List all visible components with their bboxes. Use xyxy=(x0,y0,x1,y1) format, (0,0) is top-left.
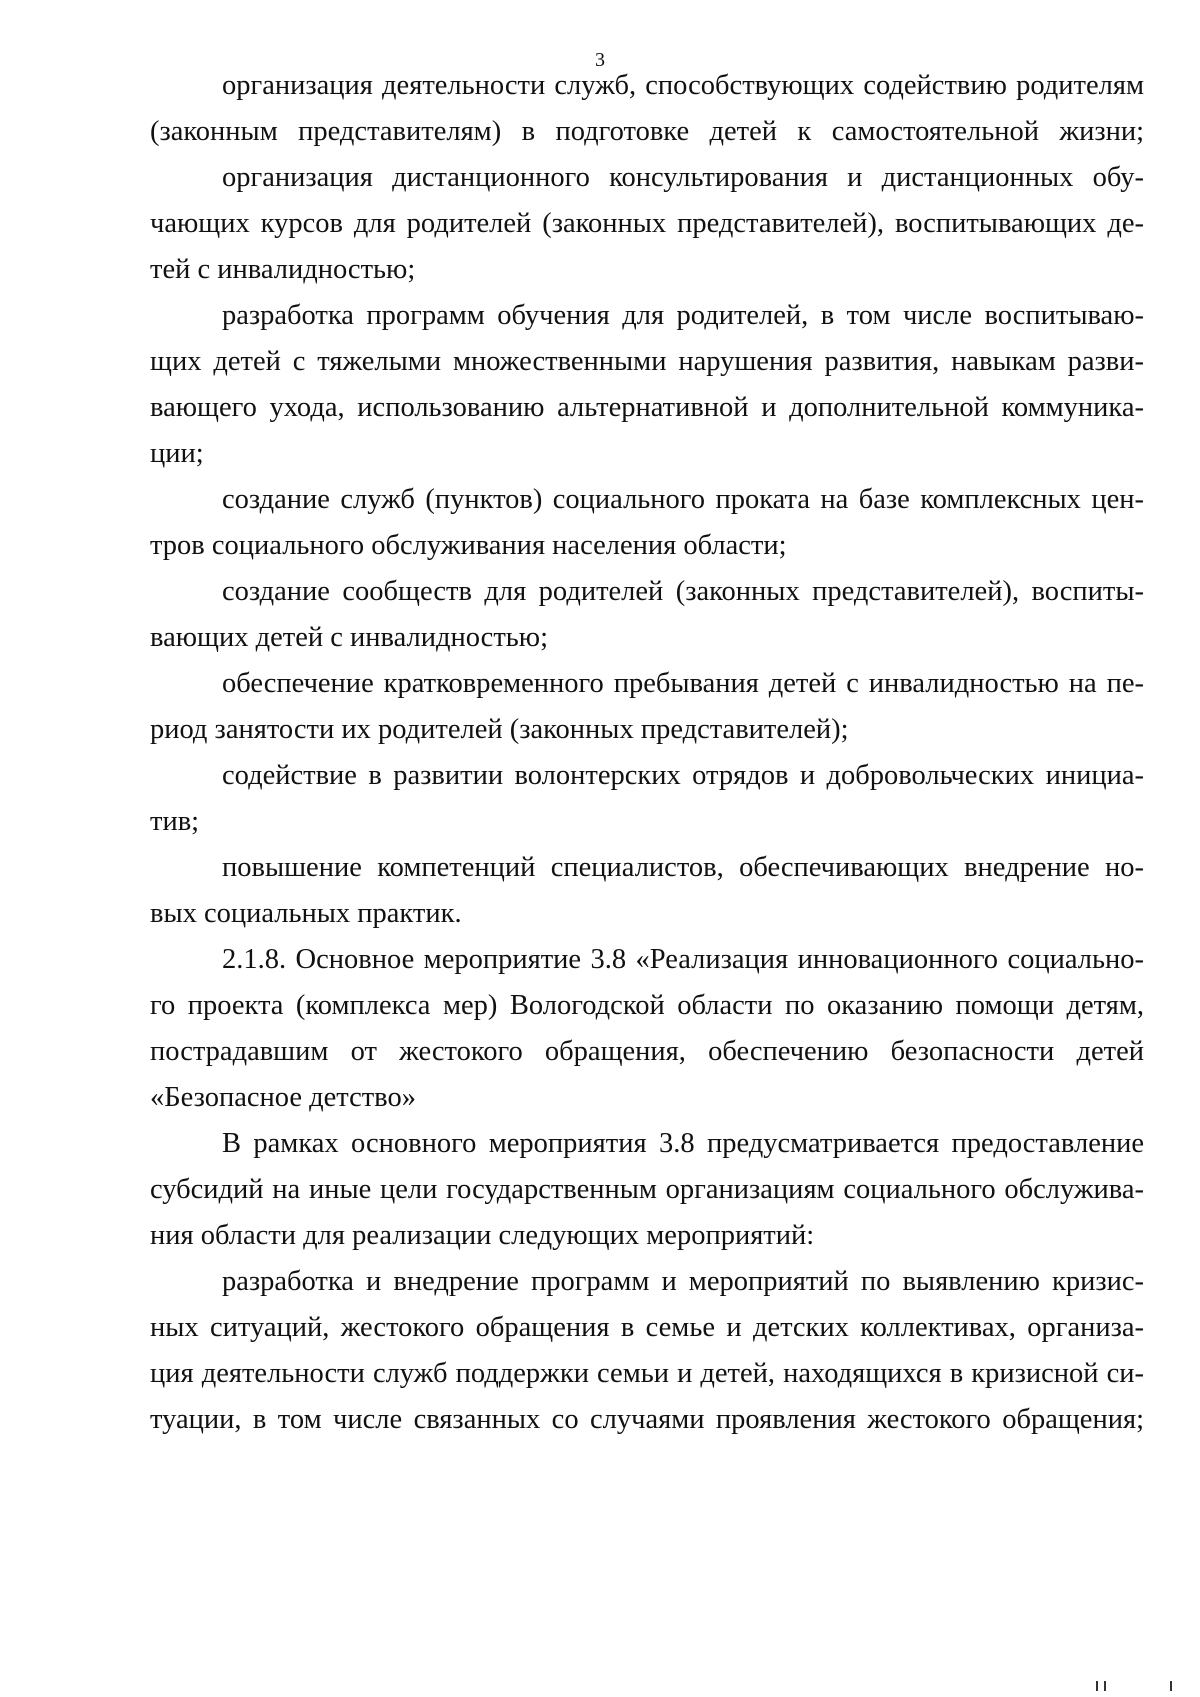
text-line: субсидий на иные цели государственным организациям социального обслужива- xyxy=(150,1174,1144,1205)
text-line: тей с инвалидностью; xyxy=(150,254,416,285)
text-line: организация деятельности служб, способствующих содействию родителям xyxy=(222,70,1144,101)
text-line: вающего ухода, использованию альтернативной и дополнительной коммуника- xyxy=(150,392,1144,423)
text-line: В рамках основного мероприятия 3.8 предусматривается предоставление xyxy=(222,1128,1144,1159)
scan-artifact-mark xyxy=(1170,1681,1172,1691)
text-line: ных ситуаций, жестокого обращения в семье и детских коллективах, организа- xyxy=(150,1312,1144,1343)
text-line: ния области для реализации следующих мероприятий: xyxy=(150,1220,815,1251)
text-line: тров социального обслуживания населения области; xyxy=(150,530,787,561)
text-line: чающих курсов для родителей (законных представителей), воспитывающих де- xyxy=(150,208,1144,239)
text-line: риод занятости их родителей (законных представителей); xyxy=(150,714,849,745)
text-line: содействие в развитии волонтерских отрядов и добровольческих инициа- xyxy=(222,760,1144,791)
text-line: создание служб (пунктов) социального проката на базе комплексных цен- xyxy=(222,484,1144,515)
text-line: разработка и внедрение программ и мероприятий по выявлению кризис- xyxy=(222,1266,1144,1297)
section-heading-line: 2.1.8. Основное мероприятие 3.8 «Реализация инновационного социально- xyxy=(222,944,1144,975)
text-line: обеспечение кратковременного пребывания детей с инвалидностью на пе- xyxy=(222,668,1144,699)
text-line: ция деятельности служб поддержки семьи и детей, находящихся в кризисной си- xyxy=(150,1358,1144,1389)
text-line: (законным представителям) в подготовке детей к самостоятельной жизни; xyxy=(150,116,1144,147)
section-heading-line: го проекта (комплекса мер) Вологодской области по оказанию помощи детям, xyxy=(150,990,1144,1021)
text-line: организация дистанционного консультирования и дистанционных обу- xyxy=(222,162,1144,193)
text-line: вающих детей с инвалидностью; xyxy=(150,622,548,653)
text-line: туации, в том числе связанных со случаями проявления жестокого обращения; xyxy=(150,1404,1144,1435)
text-line: разработка программ обучения для родителей, в том числе воспитываю- xyxy=(222,300,1144,331)
text-line: ции; xyxy=(150,438,204,469)
text-line: повышение компетенций специалистов, обеспечивающих внедрение но- xyxy=(222,852,1144,883)
text-line: тив; xyxy=(150,806,200,837)
section-heading-line: «Безопасное детство» xyxy=(150,1082,416,1113)
scan-artifact-mark xyxy=(1096,1681,1098,1691)
page-number: 3 xyxy=(595,49,605,71)
text-line: щих детей с тяжелыми множественными нарушения развития, навыкам разви- xyxy=(150,346,1144,377)
section-heading-line: пострадавшим от жестокого обращения, обеспечению безопасности детей xyxy=(150,1036,1144,1067)
scan-artifact-mark xyxy=(1104,1681,1106,1691)
text-line: создание сообществ для родителей (законных представителей), воспиты- xyxy=(222,576,1144,607)
text-line: вых социальных практик. xyxy=(150,898,462,929)
